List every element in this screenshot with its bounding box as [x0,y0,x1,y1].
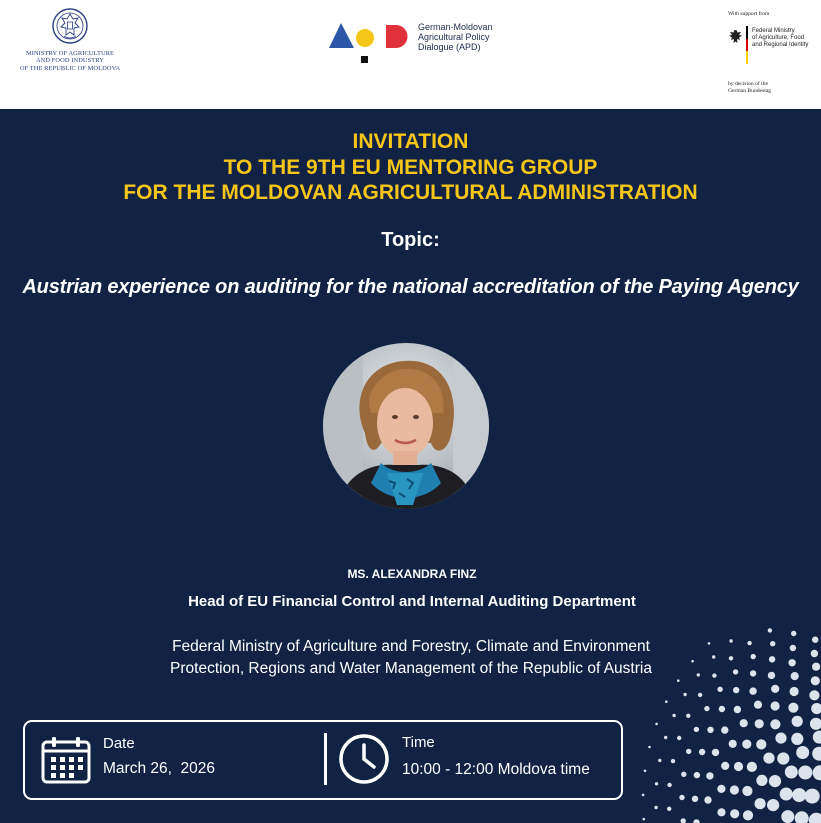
decor-dot [767,799,779,811]
decor-dot [644,770,647,773]
decor-dot [686,749,691,754]
decor-dot [785,766,798,779]
decor-dot [717,808,725,816]
decor-dot [755,798,766,809]
decor-dot [648,746,651,749]
decor-dot [706,772,713,779]
german-eagle-icon [728,29,743,45]
decor-dot [756,739,766,749]
decor-dot [775,733,786,744]
decor-dot [812,747,821,761]
decor-dot [658,759,661,762]
decor-dot [811,703,821,714]
decor-dot [749,687,756,694]
decor-dot [813,731,821,744]
decor-dot [693,819,699,823]
info-divider [324,733,327,785]
decor-dot [704,706,709,711]
decor-dot [704,796,711,803]
german-flag [746,26,748,64]
decor-dot [809,690,819,700]
bmel-name: Federal Ministry of Agriculture, Food and Regional Identity [752,28,809,48]
decor-dot [743,810,753,820]
decor-dot [665,700,668,703]
decor-dot [681,772,686,777]
decor-dot [792,788,806,802]
decor-dot [769,775,781,787]
decor-dot [699,749,705,755]
time-label: Time [402,734,435,751]
decor-dot [664,736,667,739]
title-line-1: INVITATION [352,130,469,153]
decor-dot [813,765,821,780]
speaker-portrait [323,343,489,509]
decor-dot [655,782,658,785]
decor-dot [781,810,794,823]
decor-dot [698,693,702,697]
decor-dot [717,785,725,793]
decor-dot [790,687,799,696]
decor-dot [686,714,690,718]
topic-text: Austrian experience on auditing for the national accreditation of the Paying Agency [22,276,799,298]
moldova-coat-of-arms-icon [50,6,90,46]
decor-dot [672,714,675,717]
date-label: Date [103,735,135,752]
decor-dot [729,740,737,748]
decor-dot [671,759,675,763]
decor-dot [734,706,741,713]
decor-dot [788,703,798,713]
decor-dot [756,775,767,786]
ministry-logo [14,6,126,72]
decor-dot [683,693,686,696]
decor-dot [681,818,686,823]
speaker-role: Head of EU Financial Control and Internal Auditing Department [188,593,636,610]
decor-dot [721,762,729,770]
decor-dot [719,706,725,712]
title-line-3: FOR THE MOLDOVAN AGRICULTURAL ADMINISTRATION [123,181,698,204]
decor-dot [654,806,657,809]
decor-dot [755,719,764,728]
decor-dot [792,716,803,727]
decor-dot [763,753,774,764]
decor-dot [679,795,684,800]
decor-dot [667,783,671,787]
title-line-2: TO THE 9TH EU MENTORING GROUP [223,155,598,179]
decor-dot [771,685,779,693]
decor-dot [694,772,700,778]
decor-dot [712,749,719,756]
decor-dot [717,687,722,692]
decor-dot [796,746,809,759]
decor-dot [740,719,748,727]
decor-dot [742,786,752,796]
decor-dot [747,762,757,772]
decor-dot [667,807,671,811]
decor-dot [721,726,728,733]
decor-dot [754,701,762,709]
decor-dot [730,809,739,818]
decor-dot [677,736,681,740]
decor-dot [734,762,743,771]
decor-dot [733,687,739,693]
time-value: 10:00 - 12:00 Moldova time [402,761,590,778]
clock-icon [338,733,390,785]
decor-dot [791,733,803,745]
ministry-name: MINISTRY OF AGRICULTURE AND FOOD INDUSTRY OF THE REPUBLIC OF MOLDOVA [19,50,121,72]
support-label: With support from [728,11,770,17]
calendar-icon [41,735,91,785]
decor-dot [768,628,772,632]
decor-dot [730,785,739,794]
decor-dot [694,727,699,732]
decor-dot [707,727,713,733]
decor-dot [805,789,820,804]
bundestag-decision: by decision of the German Bundestag [728,81,772,94]
decor-dot [655,723,658,726]
date-value: March 26, 2026 [103,760,216,777]
decor-dot [643,818,646,821]
apd-name: German-Moldovan Agricultural Policy Dialogue (APD) [418,22,493,53]
decor-dot [798,766,812,780]
header-banner [0,0,821,109]
speaker-organization: Federal Ministry of Agriculture and Forestry, Climate and Environment Protection, Regions and Water Management of the Republic of Austria [170,638,652,677]
decor-dot [742,740,751,749]
topic-label: Topic: [381,229,440,251]
decor-dot [642,794,645,797]
event-details-box [23,720,623,800]
decor-dot [780,788,793,801]
decor-dot [771,701,780,710]
bmel-logo [728,11,818,101]
decor-dot [810,718,821,730]
decor-dot [795,811,809,823]
decor-dot [692,796,698,802]
speaker-name: MS. ALEXANDRA FINZ [347,567,477,581]
decor-dot [770,719,780,729]
invitation-title [0,129,821,206]
decor-dot [809,813,821,823]
decor-dot [777,752,789,764]
